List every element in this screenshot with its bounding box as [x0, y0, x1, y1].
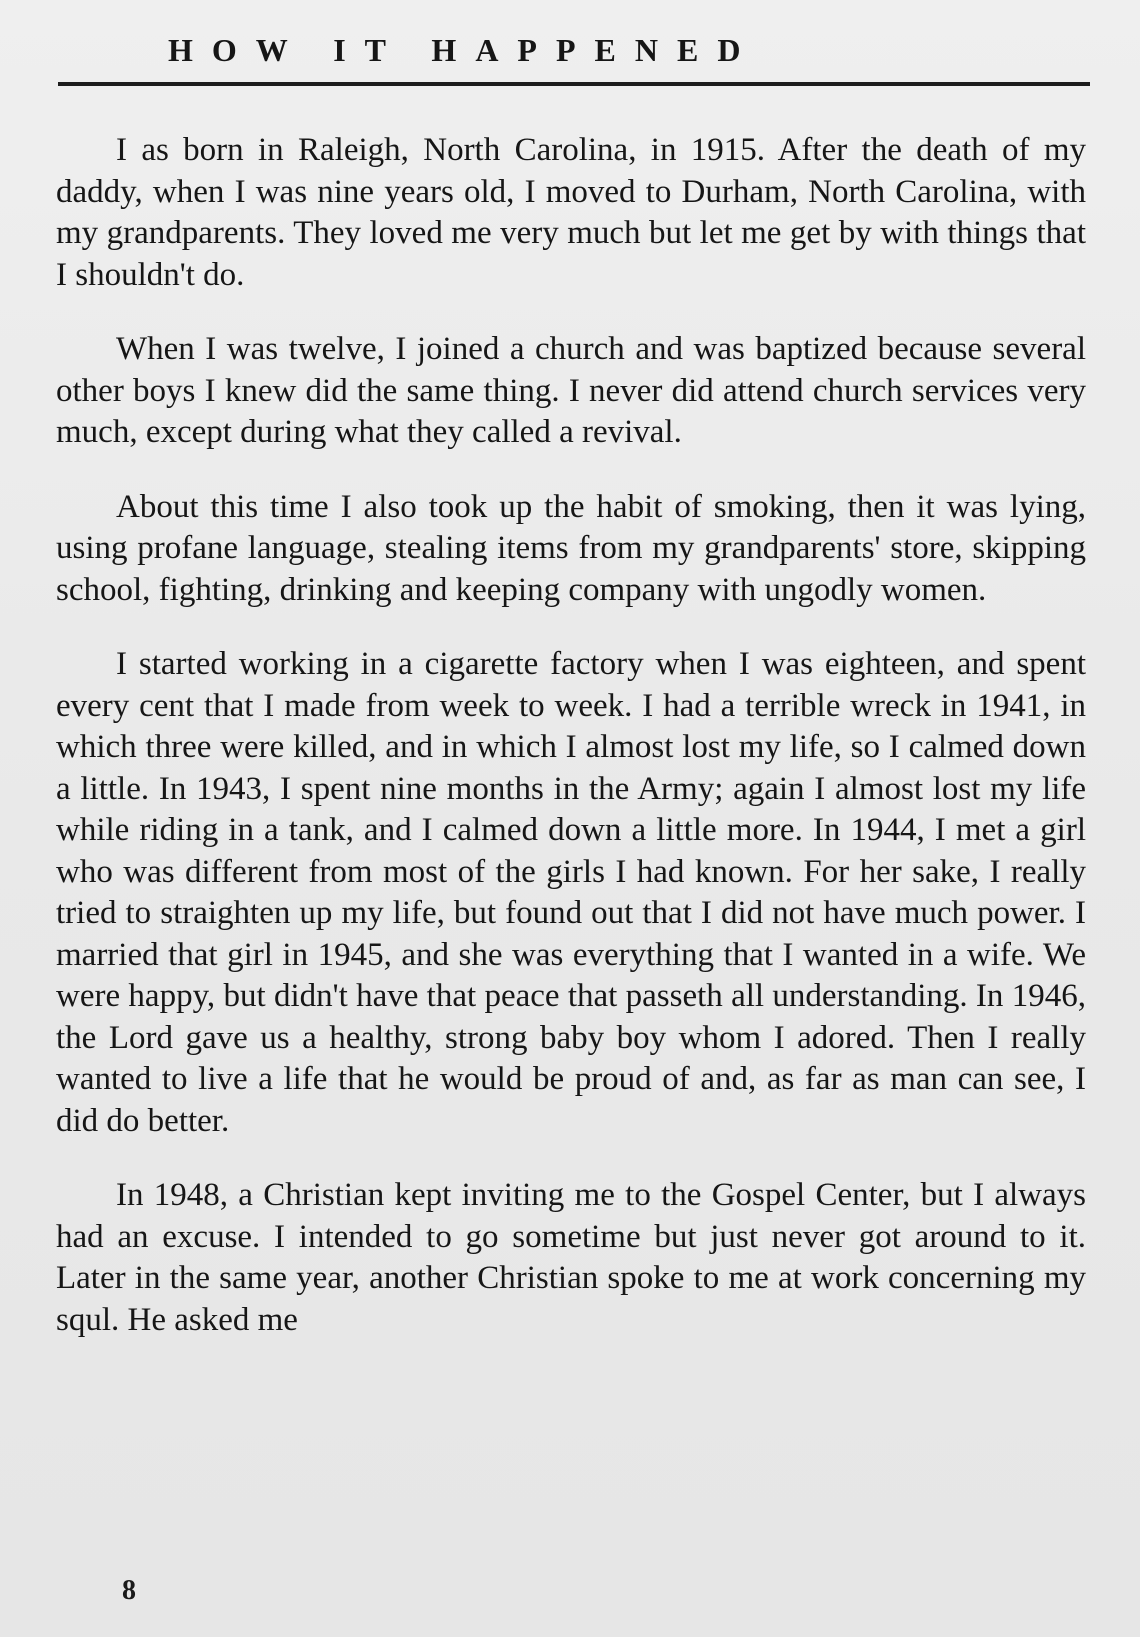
header-rule: [58, 82, 1090, 86]
paragraph-gospel-center: In 1948, a Christian kept inviting me to the Gospel Center, but I always had an excuse. I intended to go sometime but just never got around to it. Later in the same year, another Christian spoke to me at work concerning my squl. He asked me: [56, 1177, 1086, 1338]
page-header: [58, 18, 1090, 92]
page-number: 8: [122, 1575, 136, 1606]
paragraph-factory: I started working in a cigarette factory when I was eighteen, and spent every cent that I made from week to week. I had a terrible wreck in 1941, in which three were killed, and in which I almost lost my life, so I calmed down a little. In 1943, I spent nine months in the Army; again I almost lost my life while riding in a tank, and I calmed down a little more. In 1944, I met a girl who was different from most of the girls I had known. For her sake, I really tried to straighten up my life, but found out that I did not have much power. I married that girl in 1945, and she was everything that I wanted in a wife. We were happy, but didn't have that peace that passeth all understanding. In 1946, the Lord gave us a healthy, strong baby boy whom I adored. Then I really wanted to live a life that he would be proud of and, as far as man can see, I did do better.: [56, 646, 1086, 1139]
paragraph-habits: About this time I also took up the habit of smoking, then it was lying, using profane language, stealing items from my grandparents' store, skipping school, fighting, drinking and keeping company with ungodly women.: [56, 488, 1086, 608]
running-head-title: HOW IT HAPPENED: [168, 32, 760, 68]
paragraph-birth: I as born in Raleigh, North Carolina, in 1915. After the death of my daddy, when I was nine years old, I moved to Durham, North Carolina, with my grandparents. They loved me very much but let me get by with things that I shouldn't do.: [56, 132, 1086, 293]
paragraph-baptism: When I was twelve, I joined a church and was baptized because several other boys I knew did the same thing. I never did attend church services very much, except during what they called a revival.: [56, 331, 1086, 450]
body-text: [56, 130, 1086, 1374]
